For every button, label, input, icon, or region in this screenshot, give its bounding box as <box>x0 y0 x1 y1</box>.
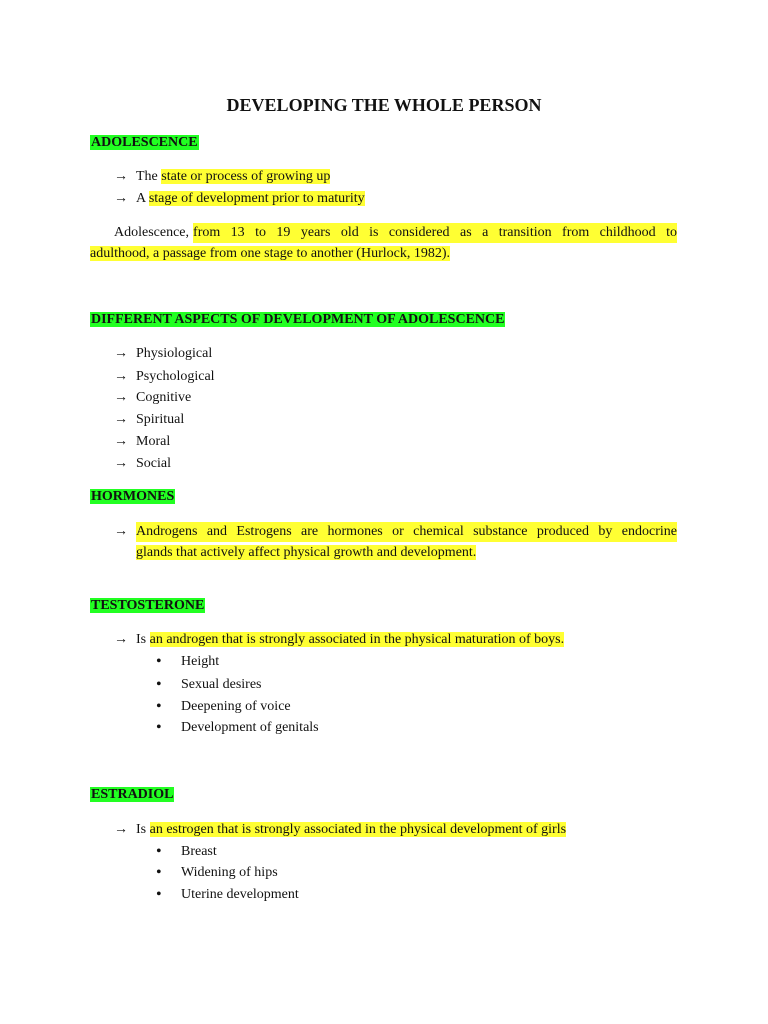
arrow-icon: → <box>114 434 128 449</box>
arrow-icon: → <box>114 346 128 361</box>
hormones-line-1 <box>136 522 677 542</box>
bullet-icon: • <box>156 676 162 693</box>
paragraph-highlight: adulthood, a passage from one stage to another (Hurlock, 1982). <box>90 246 451 261</box>
paragraph-prefix: Adolescence, <box>114 225 190 240</box>
item-label: Cognitive <box>136 390 192 405</box>
section-heading-testosterone <box>90 596 205 616</box>
item-label: Psychological <box>136 369 215 384</box>
bullet-item: Sexual desires <box>181 677 262 692</box>
hormones-line-2 <box>136 543 476 563</box>
item-prefix: The <box>136 169 162 184</box>
arrow-icon: → <box>114 369 128 384</box>
list-item <box>114 432 170 452</box>
list-item <box>114 167 330 187</box>
bullet-item: Development of genitals <box>181 720 319 735</box>
item-highlight: an androgen that is strongly associated in the physical maturation of boys. <box>149 632 565 647</box>
bullet-item: Height <box>181 654 220 669</box>
bullet-icon: • <box>156 864 162 881</box>
list-item <box>114 820 566 840</box>
bullet-icon: • <box>156 719 162 736</box>
paragraph-line-2 <box>90 244 450 264</box>
item-prefix: Is <box>136 632 150 647</box>
hormones-highlight: glands that actively affect physical growth and development. <box>136 545 477 560</box>
item-highlight: state or process of growing up <box>161 169 331 184</box>
section-heading-estradiol <box>90 785 174 805</box>
section-heading-hormones <box>90 487 175 507</box>
arrow-icon: → <box>114 632 128 647</box>
bullet-item: Breast <box>181 844 217 859</box>
item-prefix: A <box>136 191 149 206</box>
heading-text: ADOLESCENCE <box>91 135 198 150</box>
heading-text: HORMONES <box>91 489 175 504</box>
list-item <box>114 367 215 387</box>
list-item <box>114 189 365 209</box>
arrow-icon: → <box>114 390 128 405</box>
bullet-icon: • <box>156 886 162 903</box>
arrow-icon: → <box>114 456 128 471</box>
item-prefix: Is <box>136 822 150 837</box>
section-heading-adolescence <box>90 133 199 153</box>
heading-text: DIFFERENT ASPECTS OF DEVELOPMENT OF ADOLESCENCE <box>91 312 505 327</box>
list-item <box>114 410 184 430</box>
heading-text: ESTRADIOL <box>91 787 174 802</box>
item-highlight: an estrogen that is strongly associated in the physical development of girls <box>149 822 567 837</box>
list-item <box>114 344 212 364</box>
item-label: Physiological <box>136 346 213 361</box>
arrow-icon: → <box>114 524 128 539</box>
list-item <box>114 388 191 408</box>
item-label: Moral <box>136 434 171 449</box>
bullet-item: Uterine development <box>181 887 299 902</box>
item-label: Social <box>136 456 171 471</box>
paragraph-line-1 <box>114 223 677 243</box>
arrow-icon: → <box>114 822 128 837</box>
list-item <box>114 630 564 650</box>
page-title: DEVELOPING THE WHOLE PERSON <box>226 95 542 115</box>
heading-text: TESTOSTERONE <box>91 598 205 613</box>
arrow-icon: → <box>114 191 128 206</box>
paragraph-highlight: from 13 to 19 years old is considered as a transition from childhood to <box>193 223 677 243</box>
hormones-highlight: Androgens and Estrogens are hormones or chemical substance produced by endocrine <box>136 522 677 542</box>
arrow-icon: → <box>114 412 128 427</box>
section-heading-aspects <box>90 310 505 330</box>
bullet-item: Widening of hips <box>181 865 278 880</box>
bullet-item: Deepening of voice <box>181 699 291 714</box>
item-highlight: stage of development prior to maturity <box>148 191 365 206</box>
item-label: Spiritual <box>136 412 185 427</box>
bullet-icon: • <box>156 698 162 715</box>
arrow-icon: → <box>114 169 128 184</box>
bullet-icon: • <box>156 653 162 670</box>
list-item <box>114 454 171 474</box>
bullet-icon: • <box>156 843 162 860</box>
